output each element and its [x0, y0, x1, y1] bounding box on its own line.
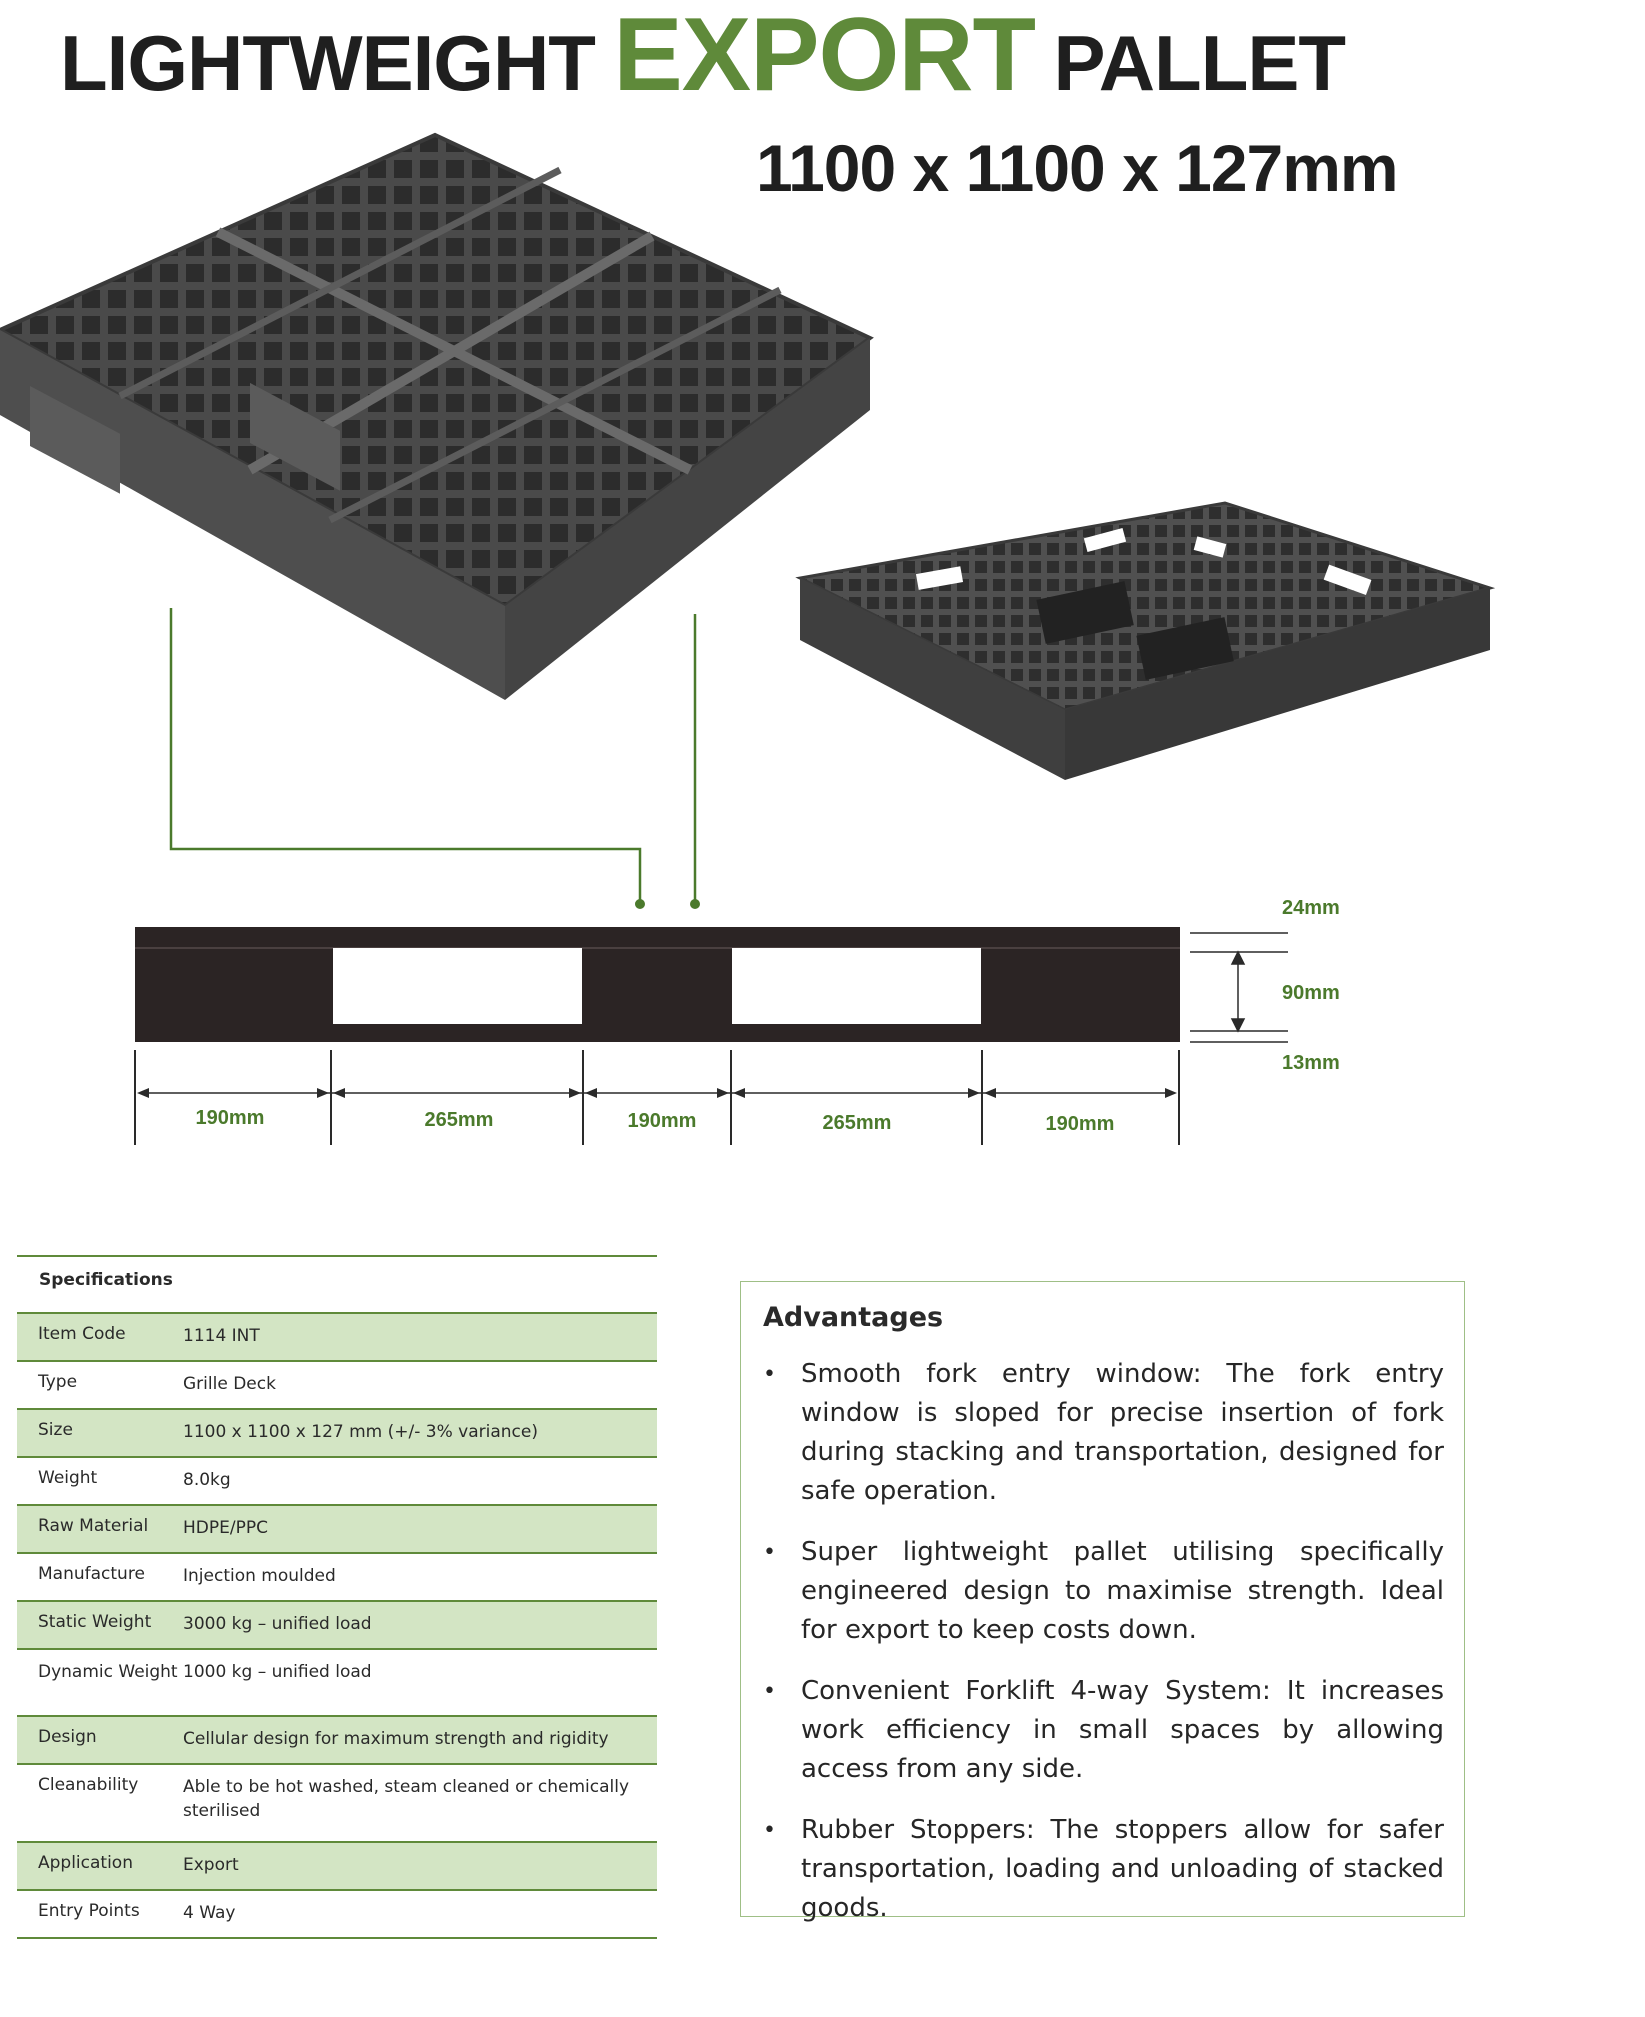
spec-label: Item Code: [38, 1324, 126, 1344]
dimensions-heading: 1100 x 1100 x 127mm: [756, 131, 1398, 205]
spec-label: Manufacture: [38, 1564, 145, 1584]
bullet-icon: •: [763, 1362, 776, 1387]
table-row: [17, 1763, 657, 1841]
height-dimension-marks: [1190, 933, 1288, 1042]
spec-value: Injection moulded: [183, 1566, 336, 1586]
table-row: [17, 1841, 657, 1889]
list-item: [763, 1355, 1444, 1511]
list-item: [763, 1672, 1444, 1789]
spec-label: Type: [38, 1372, 78, 1392]
title-word-lightweight: LIGHTWEIGHT: [60, 19, 595, 107]
list-item: [763, 1533, 1444, 1650]
spec-label: Application: [38, 1853, 133, 1873]
table-row: [17, 1504, 657, 1552]
spec-label: Weight: [38, 1468, 98, 1488]
width-label-1: 190mm: [195, 1107, 265, 1129]
height-label-middle: 90mm: [1282, 982, 1340, 1004]
specifications-heading: Specifications: [39, 1270, 173, 1290]
spec-value: 4 Way: [183, 1903, 236, 1923]
height-label-top: 24mm: [1282, 897, 1340, 919]
bullet-icon: •: [763, 1679, 776, 1704]
table-row: [17, 1648, 657, 1715]
width-label-3: 190mm: [627, 1110, 697, 1132]
advantage-text: Convenient Forklift 4-way System: It increases work efficiency in small spaces by allowing access from any side.: [801, 1676, 1444, 1784]
advantage-text: Super lightweight pallet utilising specifically engineered design to maximise strength. Ideal for export to keep costs down.: [801, 1537, 1444, 1645]
table-row: [17, 1889, 657, 1937]
table-row: [17, 1312, 657, 1360]
pallet-photo-large: [0, 135, 870, 700]
spec-value: Cellular design for maximum strength and rigidity: [183, 1729, 609, 1749]
bullet-icon: •: [763, 1540, 776, 1565]
spec-value: HDPE/PPC: [183, 1518, 268, 1538]
spec-label: Cleanability: [38, 1775, 139, 1795]
table-row: [17, 1715, 657, 1763]
title-word-pallet: PALLET: [1053, 19, 1346, 107]
specifications-table: [17, 1255, 657, 1939]
pallet-photo-small: [800, 503, 1490, 780]
table-row: [17, 1456, 657, 1504]
width-label-5: 190mm: [1045, 1113, 1115, 1135]
spec-value: 1100 x 1100 x 127 mm (+/- 3% variance): [183, 1422, 538, 1442]
spec-value: Able to be hot washed, steam cleaned or chemically sterilised: [183, 1777, 630, 1821]
advantages-box: [740, 1281, 1465, 1923]
width-label-2: 265mm: [424, 1109, 494, 1131]
spec-value: 1114 INT: [183, 1326, 260, 1346]
spec-label: Size: [38, 1420, 73, 1440]
advantages-list: [763, 1355, 1444, 1928]
spec-label: Design: [38, 1727, 97, 1747]
spec-value: 8.0kg: [183, 1470, 231, 1490]
height-label-bottom: 13mm: [1282, 1052, 1340, 1074]
list-item: [763, 1811, 1444, 1928]
table-row: [17, 1600, 657, 1648]
bullet-icon: •: [763, 1818, 776, 1843]
spec-value: 3000 kg – unified load: [183, 1614, 372, 1634]
table-bottom-rule: [17, 1937, 657, 1939]
spec-label: Dynamic Weight: [38, 1662, 178, 1682]
table-row: [17, 1408, 657, 1456]
table-row: [17, 1360, 657, 1408]
spec-label: Entry Points: [38, 1901, 140, 1921]
spec-label: Raw Material: [38, 1516, 149, 1536]
advantages-heading: Advantages: [763, 1302, 944, 1333]
pallet-side-profile: [135, 927, 1180, 1042]
spec-value: 1000 kg – unified load: [183, 1662, 372, 1682]
spec-label: Static Weight: [38, 1612, 152, 1632]
table-row: [17, 1552, 657, 1600]
width-label-4: 265mm: [822, 1112, 892, 1134]
spec-value: Export: [183, 1855, 239, 1875]
title-word-export: EXPORT: [613, 0, 1036, 113]
spec-value: Grille Deck: [183, 1374, 276, 1394]
advantage-text: Rubber Stoppers: The stoppers allow for safer transportation, loading and unloading of stacked goods.: [801, 1815, 1444, 1923]
advantage-text: Smooth fork entry window: The fork entry window is sloped for precise insertion of fork during stacking and transportation, designed for safe operation.: [801, 1359, 1444, 1506]
